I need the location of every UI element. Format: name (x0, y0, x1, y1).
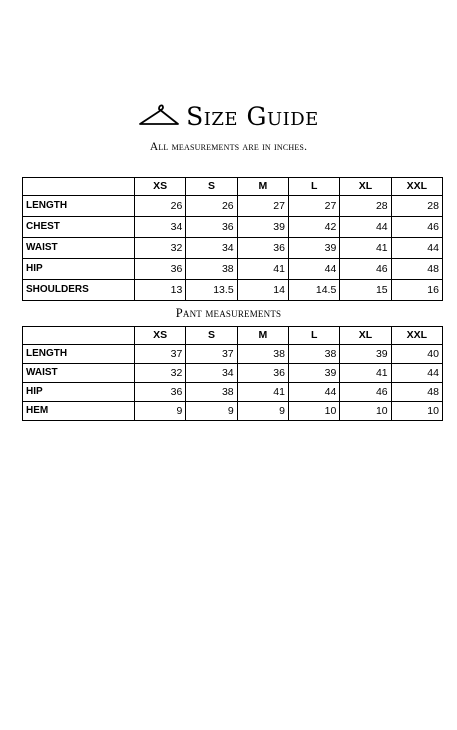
measurement-cell: 41 (340, 238, 391, 259)
measurement-cell: 27 (288, 196, 339, 217)
measurement-cell: 26 (186, 196, 237, 217)
table-row (23, 259, 443, 280)
measurement-cell: 34 (135, 217, 186, 238)
size-header: XS (135, 327, 186, 345)
measurement-cell: 13 (135, 280, 186, 301)
measurement-cell: 14.5 (288, 280, 339, 301)
measurement-cell: 44 (340, 217, 391, 238)
measurement-cell: 46 (340, 259, 391, 280)
measurement-cell: 9 (237, 402, 288, 421)
measurement-cell: 41 (340, 364, 391, 383)
table-row (23, 383, 443, 402)
row-label: HIP (23, 259, 135, 280)
measurement-cell: 10 (391, 402, 442, 421)
size-header: XXL (391, 327, 442, 345)
measurement-cell: 44 (288, 383, 339, 402)
measurement-cell: 15 (340, 280, 391, 301)
measurement-cell: 10 (288, 402, 339, 421)
measurement-cell: 38 (186, 259, 237, 280)
pant-size-table (22, 326, 443, 421)
measurement-cell: 36 (237, 238, 288, 259)
header-cell-blank (23, 327, 135, 345)
measurement-cell: 36 (135, 259, 186, 280)
row-label: WAIST (23, 238, 135, 259)
measurement-cell: 41 (237, 259, 288, 280)
measurement-cell: 37 (135, 345, 186, 364)
row-label: WAIST (23, 364, 135, 383)
measurement-cell: 38 (186, 383, 237, 402)
size-header: XL (340, 327, 391, 345)
measurement-cell: 36 (186, 217, 237, 238)
size-header: L (288, 327, 339, 345)
row-label: HEM (23, 402, 135, 421)
top-size-table (22, 177, 443, 301)
measurement-cell: 28 (391, 196, 442, 217)
measurement-cell: 37 (186, 345, 237, 364)
size-header: XL (340, 178, 391, 196)
measurement-cell: 13.5 (186, 280, 237, 301)
row-label: HIP (23, 383, 135, 402)
size-guide-header (0, 100, 457, 132)
measurement-cell: 44 (288, 259, 339, 280)
measurement-cell: 39 (288, 364, 339, 383)
table-header-row (23, 327, 443, 345)
table-row (23, 402, 443, 421)
measurement-cell: 36 (237, 364, 288, 383)
table-row (23, 217, 443, 238)
size-header: M (237, 178, 288, 196)
measurement-cell: 40 (391, 345, 442, 364)
measurement-cell: 44 (391, 238, 442, 259)
pant-section-title: Pant measurements (175, 306, 282, 320)
row-label: CHEST (23, 217, 135, 238)
table-row (23, 196, 443, 217)
measurement-cell: 34 (186, 238, 237, 259)
measurement-cell: 39 (340, 345, 391, 364)
hanger-icon (138, 100, 180, 128)
size-header: XS (135, 178, 186, 196)
measurement-cell: 34 (186, 364, 237, 383)
measurement-cell: 9 (135, 402, 186, 421)
measurement-cell: 39 (237, 217, 288, 238)
measurement-cell: 46 (391, 217, 442, 238)
measurement-cell: 38 (288, 345, 339, 364)
table-row (23, 364, 443, 383)
table-row (23, 345, 443, 364)
size-header: S (186, 327, 237, 345)
measurement-cell: 16 (391, 280, 442, 301)
size-header: M (237, 327, 288, 345)
table-row (23, 280, 443, 301)
row-label: SHOULDERS (23, 280, 135, 301)
header-cell-blank (23, 178, 135, 196)
row-label: LENGTH (23, 345, 135, 364)
size-header: S (186, 178, 237, 196)
measurement-cell: 36 (135, 383, 186, 402)
measurement-cell: 41 (237, 383, 288, 402)
measurement-cell: 32 (135, 364, 186, 383)
page-title: Size Guide (186, 101, 319, 131)
measurement-cell: 10 (340, 402, 391, 421)
measurement-cell: 44 (391, 364, 442, 383)
measurement-cell: 42 (288, 217, 339, 238)
measurement-cell: 28 (340, 196, 391, 217)
measurement-cell: 38 (237, 345, 288, 364)
measurement-cell: 26 (135, 196, 186, 217)
measurement-cell: 39 (288, 238, 339, 259)
measurement-cell: 48 (391, 259, 442, 280)
measurement-cell: 9 (186, 402, 237, 421)
measurement-cell: 48 (391, 383, 442, 402)
size-header: XXL (391, 178, 442, 196)
measurement-cell: 46 (340, 383, 391, 402)
measurement-cell: 14 (237, 280, 288, 301)
table-row (23, 238, 443, 259)
measurement-note: All measurements are in inches. (149, 141, 308, 153)
size-header: L (288, 178, 339, 196)
measurement-cell: 27 (237, 196, 288, 217)
table-header-row (23, 178, 443, 196)
row-label: LENGTH (23, 196, 135, 217)
measurement-cell: 32 (135, 238, 186, 259)
